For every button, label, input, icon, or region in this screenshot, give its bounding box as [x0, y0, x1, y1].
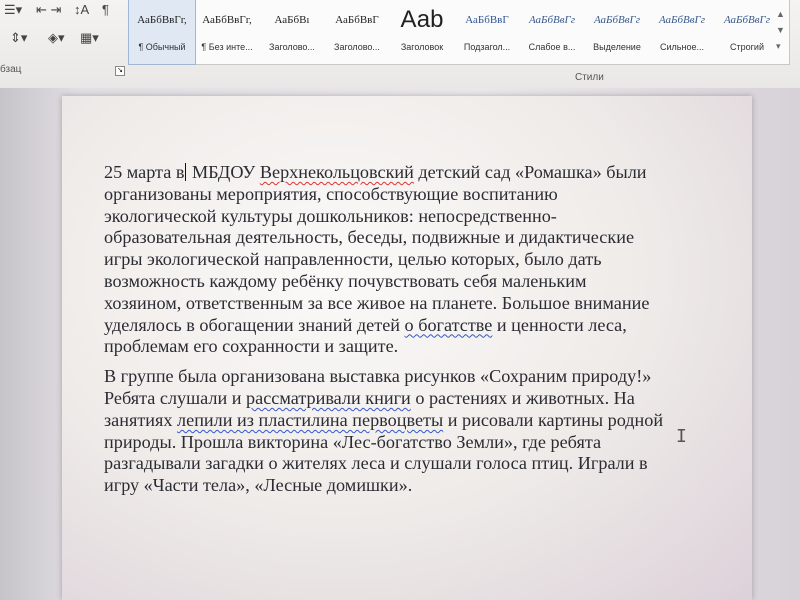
paragraph-1[interactable]	[104, 162, 664, 358]
indent-icon[interactable]: ⇤ ⇥	[36, 2, 62, 17]
style-name: Заголовок	[400, 42, 444, 52]
style-preview: АаБбВвГг	[658, 14, 706, 26]
style-item[interactable]	[454, 0, 520, 64]
text-run: и ценности леса, проблемам его сохранности и защите.	[104, 314, 627, 357]
style-preview: АаБбВвГ	[465, 14, 509, 26]
style-item[interactable]	[519, 0, 585, 64]
styles-group-label: Стили	[575, 72, 604, 83]
style-item[interactable]	[259, 0, 325, 64]
paragraph-group	[0, 0, 128, 88]
grammar-error[interactable]: лепили из пластилина первоцветы	[177, 409, 444, 430]
ribbon	[0, 0, 800, 89]
style-preview: АаБбВвГ	[335, 14, 379, 26]
text-run: МБДОУ	[187, 162, 260, 182]
shading-icon[interactable]: ◈▾	[48, 30, 65, 45]
grammar-error[interactable]: рассматривали книги	[246, 387, 411, 408]
style-name: ¶ Без инте...	[201, 42, 253, 52]
style-item[interactable]	[389, 0, 455, 64]
style-preview: АаБбВвГг	[528, 14, 576, 26]
style-item[interactable]	[584, 0, 650, 64]
text-run: 25 марта в	[104, 162, 185, 182]
ibeam-cursor-icon: I	[676, 426, 687, 447]
style-name: Слабое в...	[528, 42, 576, 52]
style-name: Подзагол...	[463, 42, 511, 52]
style-name: Сильное...	[660, 42, 704, 52]
grammar-error[interactable]: о богатстве	[404, 314, 493, 335]
line-spacing-icon[interactable]: ⇕▾	[10, 30, 28, 45]
document-text[interactable]	[104, 162, 664, 497]
style-name: Заголово...	[269, 42, 315, 52]
style-preview: АаБбВвГг	[593, 14, 641, 26]
paragraph-group-label: бзац	[0, 64, 22, 75]
spelling-error[interactable]: Верхнекольцовский	[259, 162, 414, 182]
style-name: Строгий	[730, 42, 764, 52]
text-run: и рисовали картины родной природы. Прошла викторина «Лес-богатство Земли», где ребята разгадывали загадки о жителях леса и слушали голоса птиц. Играли в игру «Части тела», «Лесные домишки».	[104, 409, 664, 496]
borders-icon[interactable]: ▦▾	[80, 30, 99, 45]
style-name: ¶ Обычный	[138, 42, 186, 52]
style-item[interactable]	[324, 0, 390, 64]
style-preview: АаБбВı	[274, 14, 310, 26]
style-preview: Ааb	[400, 6, 444, 33]
style-name: Заголово...	[334, 42, 380, 52]
paragraph-2[interactable]	[104, 366, 664, 497]
text-run: детский сад «Ромашка» были организованы мероприятия, способствующие воспитанию экологической культуры дошкольников: непосредственно-образовательная деятельность, беседы, подвижные и дидактические игры экологической направленности, целью которых, было дать возможность каждому ребёнку почувствовать себя маленьким хозяином, ответственным за все живое на планете. Большое внимание уделялось в обогащении знаний детей	[104, 162, 650, 335]
styles-gallery	[128, 0, 790, 65]
style-item[interactable]	[649, 0, 715, 64]
style-name: Выделение	[593, 42, 641, 52]
style-preview: АаБбВвГг,	[137, 14, 187, 26]
style-item[interactable]	[129, 0, 195, 64]
list-icon[interactable]: ☰▾	[4, 2, 23, 17]
text-run: о растениях и животных. На занятиях	[104, 387, 635, 430]
pilcrow-button[interactable]: ¶	[102, 2, 109, 17]
style-preview: АаБбВвГг	[723, 14, 771, 26]
style-item[interactable]	[714, 0, 780, 64]
dialog-launcher-icon[interactable]: ↘	[115, 66, 125, 76]
gallery-scroll-icon[interactable]: ▲ ▼ ▾	[776, 9, 785, 51]
sort-icon[interactable]: ↕A	[74, 2, 90, 17]
style-preview: АаБбВвГг,	[202, 14, 252, 26]
style-item[interactable]	[194, 0, 260, 64]
text-run: В группе была организована выставка рисунков «Сохраним природу!» Ребята слушали и	[104, 366, 652, 408]
